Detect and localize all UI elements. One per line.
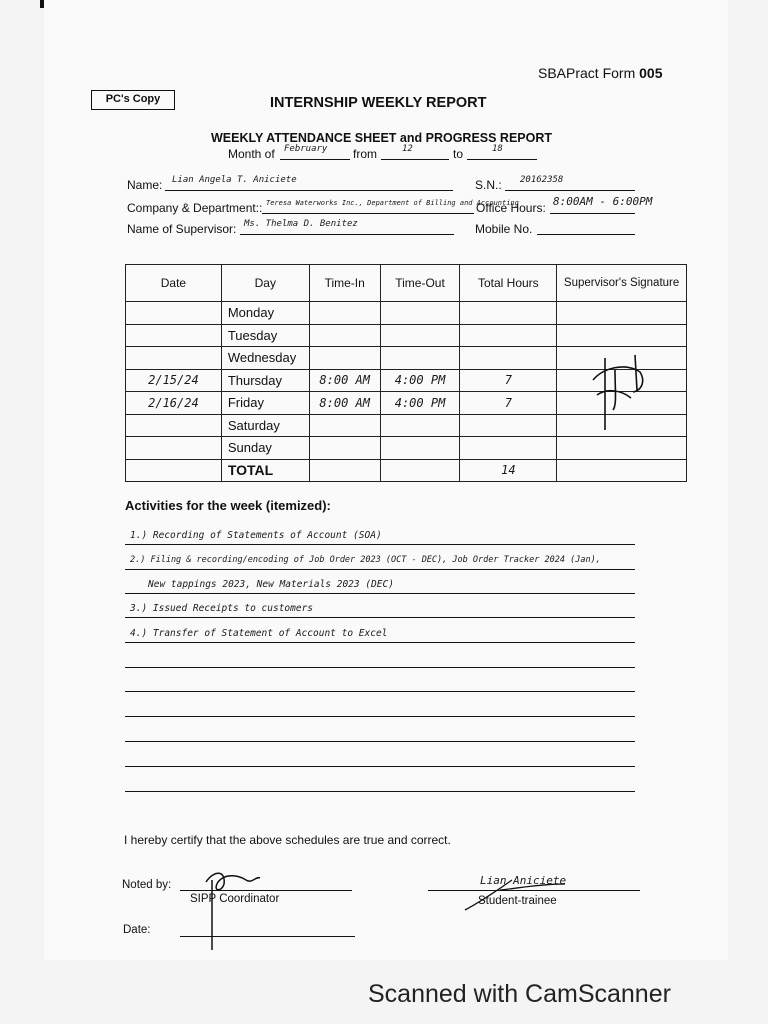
- row-time-in: [309, 347, 380, 370]
- row-day: Wednesday: [221, 347, 309, 370]
- row-hours: 7: [460, 392, 557, 415]
- row-date: [126, 414, 222, 437]
- row-time-in: [309, 324, 380, 347]
- supervisor-value: Ms. Thelma D. Benitez: [244, 219, 358, 229]
- mobile-label: Mobile No.: [475, 222, 533, 236]
- trainee-signature: Lian Aniciete: [480, 874, 567, 887]
- row-hours: [460, 302, 557, 325]
- row-time-out: [380, 347, 460, 370]
- row-time-in: 8:00 AM: [309, 369, 380, 392]
- row-day: Saturday: [221, 414, 309, 437]
- copy-label-box: PC's Copy: [91, 90, 175, 110]
- coordinator-signature-mark: [196, 862, 266, 952]
- sn-label: S.N.:: [475, 178, 502, 192]
- row-hours: [460, 347, 557, 370]
- from-value: 12: [402, 144, 413, 154]
- row-day: Sunday: [221, 437, 309, 460]
- table-row: [126, 324, 687, 347]
- activity-item: 3.) Issued Receipts to customers: [130, 603, 314, 614]
- row-hours: 7: [460, 369, 557, 392]
- row-date: [126, 437, 222, 460]
- sn-value: 20162358: [520, 175, 564, 185]
- month-label: Month of: [228, 147, 275, 161]
- row-date: 2/16/24: [126, 392, 222, 415]
- activity-item: 4.) Transfer of Statement of Account to Excel: [130, 628, 388, 639]
- row-date: [126, 347, 222, 370]
- date-label: Date:: [123, 924, 151, 936]
- to-label: to: [453, 147, 464, 161]
- supervisor-signature-mark: [585, 350, 655, 435]
- supervisor-label: Name of Supervisor:: [127, 222, 237, 236]
- row-date: [126, 302, 222, 325]
- row-time-out: [380, 437, 460, 460]
- header-total-hours: Total Hours: [460, 265, 557, 302]
- header-time-out: Time-Out: [380, 265, 460, 302]
- student-trainee-label: Student-trainee: [478, 895, 557, 907]
- row-time-in: 8:00 AM: [309, 392, 380, 415]
- trainee-signature-mark: [460, 870, 570, 915]
- from-label: from: [353, 147, 377, 161]
- row-hours: [460, 414, 557, 437]
- row-hours: [460, 324, 557, 347]
- row-signature: [557, 437, 687, 460]
- name-label: Name:: [127, 178, 163, 192]
- noted-by-label: Noted by:: [122, 879, 172, 891]
- row-signature: [557, 324, 687, 347]
- coordinator-label: SIPP Coordinator: [190, 893, 280, 905]
- activity-item: 1.) Recording of Statements of Account (SOA): [130, 530, 382, 541]
- total-hours: 14: [460, 459, 557, 482]
- company-value: Teresa Waterworks Inc., Department of Billing and Accounting: [266, 199, 519, 207]
- office-hours-label: Office Hours:: [476, 201, 546, 215]
- table-total-row: [126, 459, 687, 482]
- activity-item: 2.) Filing & recording/encoding of Job Order 2023 (OCT - DEC), Job Order Tracker 2024 (Jan),: [130, 555, 601, 565]
- report-subtitle: WEEKLY ATTENDANCE SHEET and PROGRESS REPORT: [211, 131, 553, 145]
- row-signature: [557, 302, 687, 325]
- certify-statement: I hereby certify that the above schedules are true and correct.: [124, 833, 451, 847]
- row-time-out: [380, 324, 460, 347]
- header-time-in: Time-In: [309, 265, 380, 302]
- table-row: [126, 437, 687, 460]
- row-time-out: 4:00 PM: [380, 392, 460, 415]
- form-number: SBAPract Form 005: [538, 65, 663, 81]
- table-header-row: [126, 265, 687, 302]
- row-date: [126, 324, 222, 347]
- row-date: 2/15/24: [126, 369, 222, 392]
- month-value: February: [284, 144, 328, 154]
- header-day: Day: [221, 265, 309, 302]
- company-label: Company & Department::: [127, 201, 263, 215]
- row-day: Friday: [221, 392, 309, 415]
- row-time-out: [380, 302, 460, 325]
- row-time-in: [309, 302, 380, 325]
- total-label: TOTAL: [221, 459, 309, 482]
- row-time-out: 4:00 PM: [380, 369, 460, 392]
- activities-title: Activities for the week (itemized):: [125, 498, 331, 513]
- name-value: Lian Angela T. Aniciete: [172, 175, 297, 185]
- row-time-in: [309, 437, 380, 460]
- header-supervisor-signature: Supervisor's Signature: [557, 265, 687, 302]
- row-time-in: [309, 414, 380, 437]
- row-day: Tuesday: [221, 324, 309, 347]
- header-date: Date: [126, 265, 222, 302]
- office-hours-value: 8:00AM - 6:00PM: [553, 195, 653, 208]
- row-day: Monday: [221, 302, 309, 325]
- report-title: INTERNSHIP WEEKLY REPORT: [270, 95, 487, 111]
- activity-item: New tappings 2023, New Materials 2023 (DEC): [148, 579, 394, 590]
- row-day: Thursday: [221, 369, 309, 392]
- camscanner-watermark: Scanned with CamScanner: [368, 980, 671, 1008]
- table-row: [126, 302, 687, 325]
- to-value: 18: [492, 144, 503, 154]
- row-hours: [460, 437, 557, 460]
- row-time-out: [380, 414, 460, 437]
